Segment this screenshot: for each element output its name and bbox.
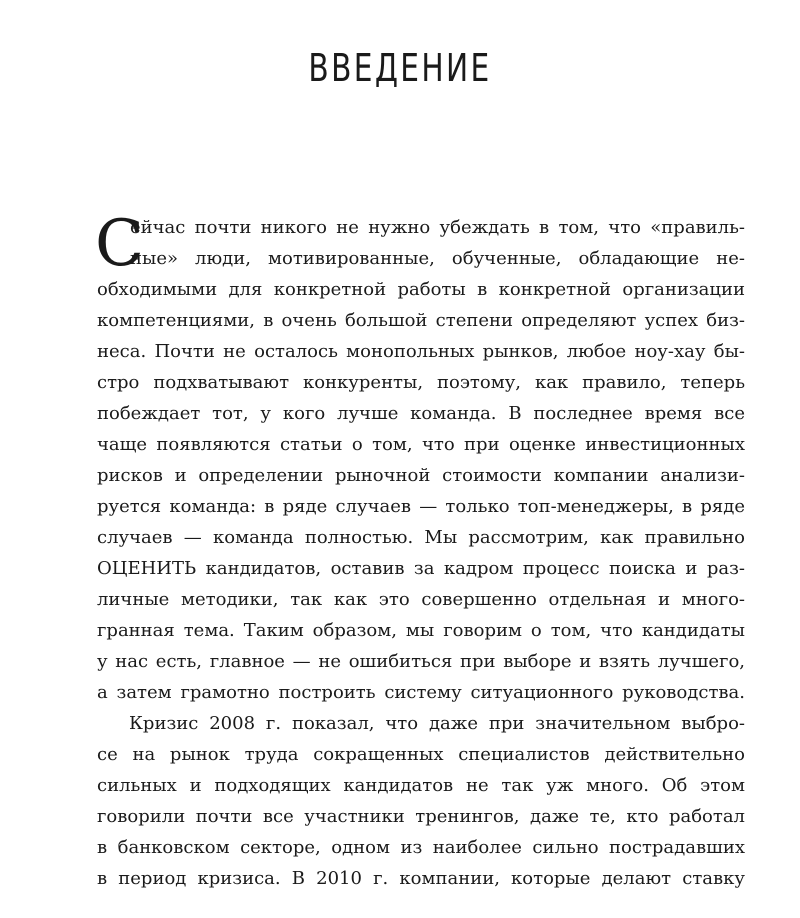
paragraph-1 (95, 207, 745, 708)
text-line: ные» люди, мотивированные, обученные, обладающие не- (130, 248, 745, 269)
drop-cap: С (95, 207, 144, 281)
body-text (95, 207, 745, 894)
text-line: у нас есть, главное — не ошибиться при выборе и взять лучшего, (97, 651, 745, 672)
text-line: се на рынок труда сокращенных специалистов действительно (97, 744, 745, 765)
text-line: рисков и определении рыночной стоимости компании анализи- (97, 465, 745, 486)
text-line: Кризис 2008 г. показал, что даже при значительном выбро- (129, 713, 745, 734)
text-line: руется команда: в ряде случаев — только топ-менеджеры, в ряде (97, 496, 745, 517)
text-line: неса. Почти не осталось монопольных рынков, любое ноу-хау бы- (97, 341, 745, 362)
text-line: в период кризиса. В 2010 г. компании, которые делают ставку (97, 868, 745, 889)
text-line: обходимыми для конкретной работы в конкретной организации (97, 279, 745, 300)
text-line: ейчас почти никого не нужно убеждать в том, что «правиль- (130, 217, 745, 238)
text-line: а затем грамотно построить систему ситуационного руководства. (97, 682, 745, 703)
text-line: побеждает тот, у кого лучше команда. В последнее время все (97, 403, 745, 424)
text-line: сильных и подходящих кандидатов не так уж много. Об этом (97, 775, 745, 796)
chapter-title: ВВЕДЕНИЕ (308, 46, 492, 90)
text-line: чаще появляются статьи о том, что при оценке инвестиционных (97, 434, 745, 455)
text-line: стро подхватывают конкуренты, поэтому, как правило, теперь (97, 372, 745, 393)
text-line: личные методики, так как это совершенно отдельная и много- (97, 589, 745, 610)
text-line: в банковском секторе, одном из наиболее сильно пострадавших (97, 837, 745, 858)
paragraph-2 (97, 708, 745, 894)
text-line: случаев — команда полностью. Мы рассмотрим, как правильно (97, 527, 745, 548)
text-line: компетенциями, в очень большой степени определяют успех биз- (97, 310, 745, 331)
text-line: гранная тема. Таким образом, мы говорим о том, что кандидаты (97, 620, 745, 641)
text-line: ОЦЕНИТЬ кандидатов, оставив за кадром процесс поиска и раз- (97, 558, 745, 579)
text-line: говорили почти все участники тренингов, даже те, кто работал (97, 806, 745, 827)
